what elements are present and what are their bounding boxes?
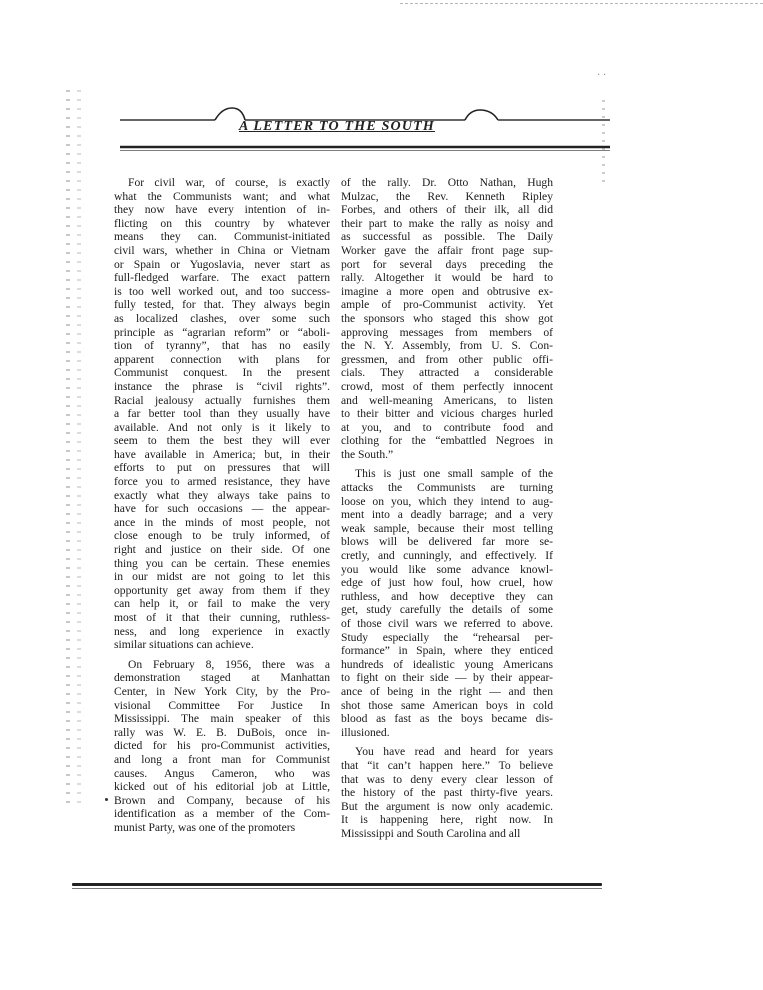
text-line: opportunity get away from them if they bbox=[114, 583, 330, 597]
text-line: ample of pro-Communist activity. Yet bbox=[341, 298, 553, 312]
scan-edge-line bbox=[400, 3, 763, 4]
text-line: Mulzac, the Rev. Kenneth Ripley bbox=[341, 189, 553, 203]
text-line: Worker gave the affair front page sup- bbox=[341, 243, 553, 257]
text-line: in our midst are not going to let this bbox=[114, 570, 330, 584]
page-title: A LETTER TO THE SOUTH bbox=[238, 119, 436, 134]
text-line: means they can. Communist-initiated bbox=[114, 230, 330, 244]
text-line: as localized clashes, over some such bbox=[114, 311, 330, 325]
text-line: what the Communists want; and what bbox=[114, 189, 330, 203]
text-line: of the rally. Dr. Otto Nathan, Hugh bbox=[341, 176, 553, 189]
binding-holes-margin bbox=[66, 90, 70, 810]
text-line: loose on you, which they intend to aug- bbox=[341, 494, 553, 508]
text-line: kicked out of his editorial job at Little, bbox=[114, 780, 330, 794]
text-line: tion of tyranny”, that has no easily bbox=[114, 339, 330, 353]
text-line: Brown and Company, because of his bbox=[114, 793, 330, 807]
text-line: ance of being in the right — and then bbox=[341, 684, 553, 698]
text-line: blows will be delivered far more se- bbox=[341, 535, 553, 549]
footer-rule bbox=[72, 883, 602, 886]
text-line: similar situations can achieve. bbox=[114, 638, 254, 652]
text-line: and long a front man for Communist bbox=[114, 752, 330, 766]
text-line: a far better tool than they usually have bbox=[114, 407, 330, 421]
text-line: that was to deny every clear lesson of bbox=[341, 772, 553, 786]
text-line: to their bitter and vicious charges hurled bbox=[341, 407, 553, 421]
text-line: crowd, most of them perfectly innocent bbox=[341, 379, 553, 393]
binding-holes-margin-secondary bbox=[77, 90, 81, 810]
text-line: and well-meaning Americans, to listen bbox=[341, 393, 553, 407]
text-line: illusioned. bbox=[341, 725, 390, 739]
text-line: thing you can be certain. These enemies bbox=[114, 556, 330, 570]
text-line: full-fledged warfare. The exact pattern bbox=[114, 271, 330, 285]
text-line: approving messages from members of bbox=[341, 325, 553, 339]
text-line: port for several days preceding the bbox=[341, 257, 553, 271]
text-line: It is happening here, right now. In bbox=[341, 813, 553, 827]
text-line: blood as fast as the boys became dis- bbox=[341, 712, 553, 726]
text-line: the sponsors who staged this show got bbox=[341, 311, 553, 325]
text-line: to fight on their side — by their appear- bbox=[341, 671, 553, 685]
text-line: ment into a deadly barrage; and a very bbox=[341, 508, 553, 522]
text-line: flicting on this country by whatever bbox=[114, 216, 330, 230]
text-line: formance” in Spain, where they enticed bbox=[341, 644, 553, 658]
text-line: You have read and heard for years bbox=[355, 745, 553, 759]
text-line: Mississippi. The main speaker of this bbox=[114, 712, 330, 726]
left-text-column bbox=[114, 176, 330, 835]
text-line: their part to make the rally as noisy and bbox=[341, 216, 553, 230]
text-line: or Spain or Yugoslavia, never start as bbox=[114, 257, 330, 271]
text-line: have for such occasions — the appear- bbox=[114, 502, 330, 516]
text-line: weak sample, because their most telling bbox=[341, 521, 553, 535]
text-line: Racial jealousy actually furnishes them bbox=[114, 393, 330, 407]
text-line: exactly what they always take pains to bbox=[114, 488, 330, 502]
text-line: gressmen, and from other public offi- bbox=[341, 352, 553, 366]
text-line: shot those same American boys in cold bbox=[341, 698, 553, 712]
text-line: of those civil wars we referred to above. bbox=[341, 617, 553, 630]
text-line: edge of just how foul, how cruel, how bbox=[341, 576, 553, 590]
text-line: Center, in New York City, by the Pro- bbox=[114, 684, 330, 698]
footer-rule-thin bbox=[72, 888, 602, 889]
text-line: For civil war, of course, is exactly bbox=[128, 176, 330, 189]
text-line: seem to them the best they will ever bbox=[114, 434, 330, 448]
text-line: the N. Y. Assembly, from U. S. Con- bbox=[341, 339, 553, 353]
text-line: cials. They attracted a considerable bbox=[341, 366, 553, 380]
text-line: that “it can’t happen here.” To believe bbox=[341, 758, 553, 772]
text-line: causes. Angus Cameron, who was bbox=[114, 766, 330, 780]
text-line: fully tested, for that. They always begin bbox=[114, 298, 330, 312]
text-line: right and justice on their side. Of one bbox=[114, 543, 330, 557]
text-line: principle as “agrarian reform” or “aboli- bbox=[114, 325, 330, 339]
text-line: Study especially the “rehearsal per- bbox=[341, 630, 553, 644]
text-line: hundreds of idealistic young Americans bbox=[341, 657, 553, 671]
text-line: clothing for the “embattled Negroes in bbox=[341, 434, 553, 448]
text-line: attacks the Communists are turning bbox=[341, 481, 553, 495]
text-line: This is just one small sample of the bbox=[355, 467, 553, 481]
text-line: dicted for his pro-Communist activities, bbox=[114, 739, 330, 753]
text-line: ness, and long experience in exactly bbox=[114, 624, 330, 638]
text-line: as successful as possible. The Daily bbox=[341, 230, 553, 244]
text-line: Forbes, and others of their ilk, all did bbox=[341, 203, 553, 217]
text-line: can help it, or fail to make the very bbox=[114, 597, 330, 611]
text-line: get, study carefully the details of some bbox=[341, 603, 553, 617]
text-line: close enough to be truly informed, of bbox=[114, 529, 330, 543]
text-line: the South.” bbox=[341, 447, 394, 461]
text-line: On February 8, 1956, there was a bbox=[128, 657, 330, 671]
text-line: munist Party, was one of the promoters bbox=[114, 820, 296, 834]
text-line: ruthless, and how deceptive they can bbox=[341, 589, 553, 603]
margin-mark bbox=[105, 798, 108, 801]
text-line: Communist conquest. In the present bbox=[114, 366, 330, 380]
right-text-column bbox=[341, 176, 553, 841]
text-line: civil wars, whether in China or Vietnam bbox=[114, 243, 330, 257]
text-line: visional Committee For Justice In bbox=[114, 698, 330, 712]
text-line: rally. Altogether it would be hard to bbox=[341, 271, 553, 285]
text-line: available. And not only is it likely to bbox=[114, 420, 330, 434]
text-line: identification as a member of the Com- bbox=[114, 807, 330, 821]
text-line: have available in America; but, in their bbox=[114, 447, 330, 461]
text-line: you would like some advance knowl- bbox=[341, 562, 553, 576]
text-line: at you, and to contribute food and bbox=[341, 420, 553, 434]
text-line: the history of the past thirty-five years. bbox=[341, 786, 553, 800]
text-line: ance in the minds of most people, not bbox=[114, 515, 330, 529]
scan-specks: · · bbox=[597, 70, 607, 81]
text-line: instance the phrase is “civil rights”. bbox=[114, 379, 330, 393]
text-line: they now have every intention of in- bbox=[114, 203, 330, 217]
page-header bbox=[120, 105, 610, 155]
text-line: rally was W. E. B. DuBois, once in- bbox=[114, 725, 330, 739]
text-line: Mississippi and South Carolina and all bbox=[341, 826, 521, 840]
text-line: is too well worked out, and too success- bbox=[114, 284, 330, 298]
text-line: imagine a more open and obtrusive ex- bbox=[341, 284, 553, 298]
text-line: But the argument is now only academic. bbox=[341, 799, 553, 813]
text-line: efforts to put on pressures that will bbox=[114, 461, 330, 475]
text-line: force you to armed resistance, they have bbox=[114, 475, 330, 489]
text-line: most of it that their cunning, ruthless- bbox=[114, 611, 330, 624]
text-line: demonstration staged at Manhattan bbox=[114, 671, 330, 685]
text-line: apparent connection with plans for bbox=[114, 352, 330, 366]
text-line: cretly, and cunningly, and effectively. If bbox=[341, 549, 553, 563]
